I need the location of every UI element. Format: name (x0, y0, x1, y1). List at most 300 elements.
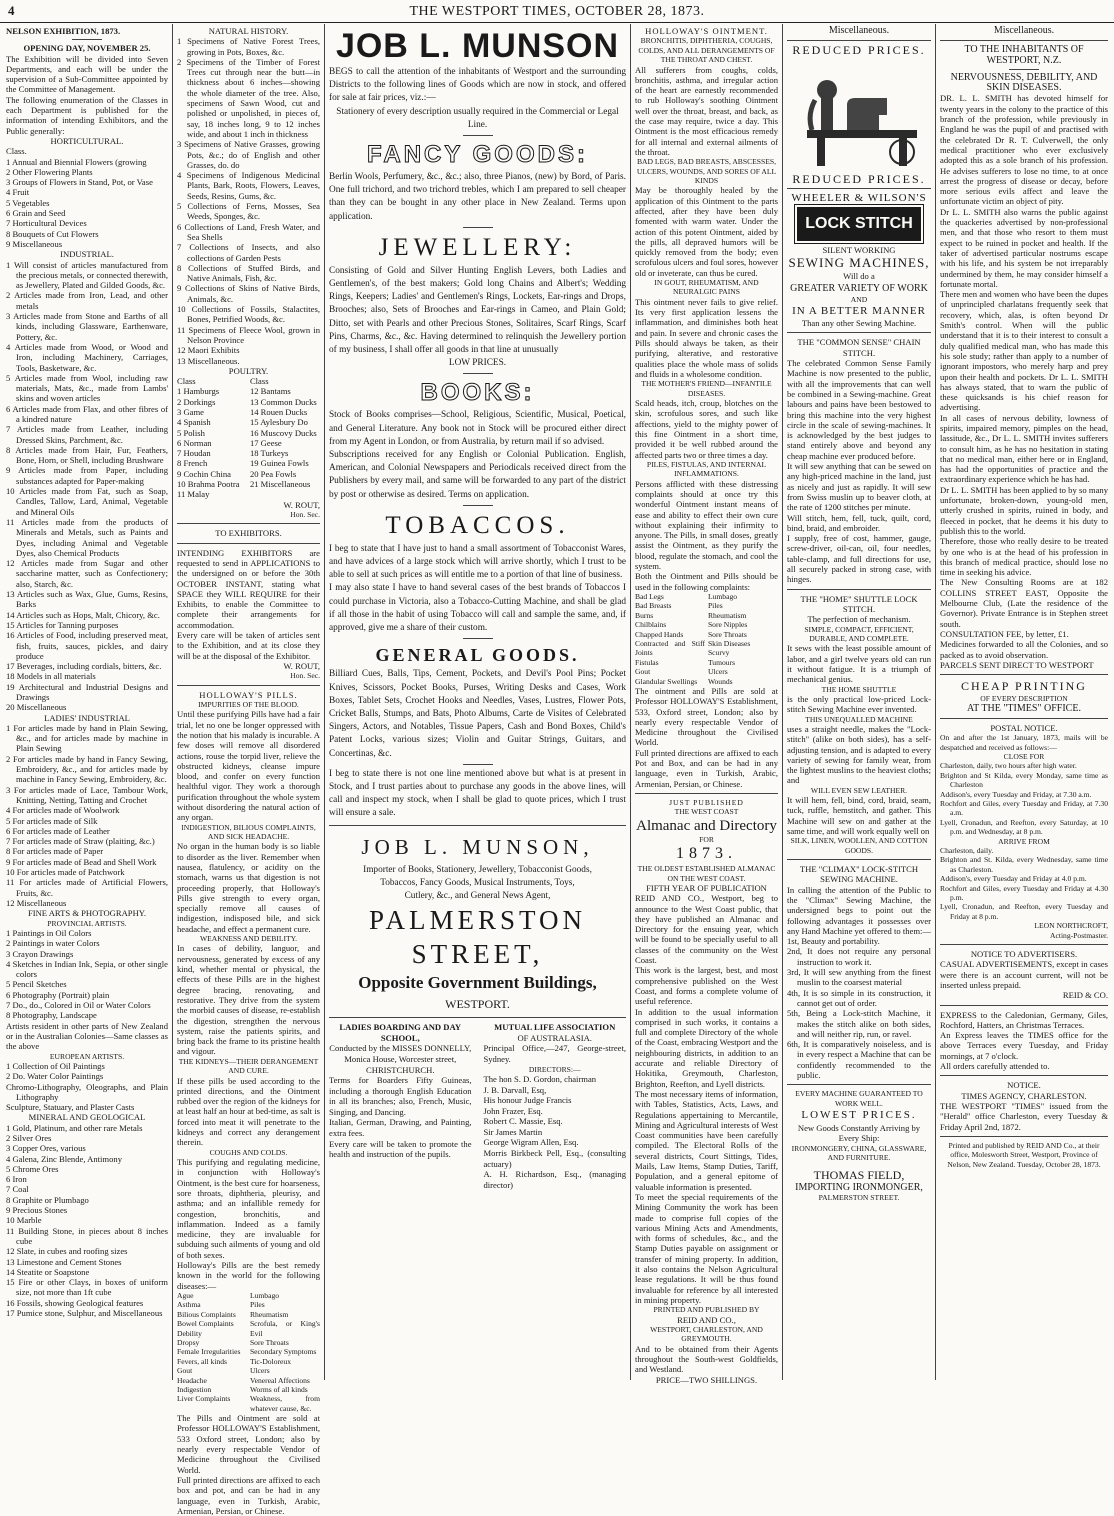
cheap-printing: CHEAP PRINTING (961, 679, 1087, 694)
column-natural-history (177, 26, 320, 1516)
munson-intro: BEGS to call the attention of the inhabitants of Westport and the surrounding Districts to the following lines of Goods which are now in stock, and offered for sale at fair prices, viz.:— (329, 67, 626, 104)
list-item: 11 For articles made of Artificial Flowers, Fruits, &c. (6, 877, 168, 898)
times-agency: TIMES AGENCY, CHARLESTON. (961, 1090, 1087, 1101)
importing-ironmonger: IMPORTING IRONMONGER, (795, 1181, 923, 1193)
westport-label: WESTPORT. (445, 997, 510, 1012)
imprint: Printed and published by REID AND Co., at their office, Molesworth Street, Westport, Province of Nelson, New Zealand. Tuesday, October 28, 1873. (947, 1140, 1101, 1169)
list-item: 5 Pencil Sketches (6, 979, 67, 990)
bottom-ads (329, 1022, 626, 1190)
smith-text-5: Dr L. L. SMITH has been applied to by so many unfortunate, broken-down, young-old men, utterly crushed in spirits, ruined in body, and fleeced in pocket, that he deems it his duty to publish this to the world. (940, 484, 1108, 536)
list-item: Sir James Martin (483, 1126, 543, 1137)
list-item: 7 Articles made from Leather, including Dressed Skins, Parchment, &c. (6, 424, 168, 445)
ladies-school-text-2: Italian, German, Drawing, and Painting, extra fees. (329, 1117, 472, 1139)
section-natural-history: NATURAL HISTORY. (208, 26, 289, 36)
list-item: Tic-Doloreux (249, 1356, 291, 1366)
ointment-text-4: Scald heads, itch, croup, blotches on the skin, scrofulous sores, and such like affections, yield to the mighty power of this fine Ointment in a short time, provided it be well rubbed around the affected parts two or three times a day. (635, 398, 778, 460)
lowest-prices: LOWEST PRICES. (801, 1109, 917, 1122)
common-sense-title: THE "COMMON SENSE" CHAIN STITCH. (797, 337, 921, 358)
subhead-bronchitis: BRONCHITIS, DIPHTHERIA, COUGHS, COLDS, AND ALL DERANGEMENTS OF THE THROAT AND CHEST. (638, 36, 775, 65)
list-item: 2 Do. Water Color Paintings (6, 1071, 104, 1082)
holloway-ointment-title: HOLLOWAY'S OINTMENT. (645, 26, 768, 36)
list-item: 3rd, It will sew anything from the finest muslin to the coarsest material (787, 967, 931, 988)
weakness-text: In cases of debility, languor, and nervousness, generated by excess of any kind, whether mental or physical, the effects of these Pills are in the highest degree bracing, renovating, and restorative. They drive from the system the morbid causes of disease, re-establish the digestion, strengthen the nervous system, raise the patients spirits, and bring back the frame to its pristine health and vigour. (177, 943, 320, 1057)
list-item: 6 Iron (6, 1174, 27, 1185)
home-text-3: uses a straight needle, makes the "Lock-stitch" (alike on both sides), has a self-adjusting tension, and is adapted to every variety of sewing for family wear, from the lightest muslins to the heaviest cloths; and (787, 723, 931, 786)
list-item: 8 Photography, Landscape (6, 1010, 97, 1021)
ladies-school-title: LADIES BOARDING AND DAY SCHOOL, (339, 1022, 462, 1043)
list-item: Sore Throats (249, 1337, 289, 1347)
provincial-artists: PROVINCIAL ARTISTS. (47, 918, 127, 928)
list-item: 13 Articles such as Wax, Glue, Gums, Resins, Barks (6, 589, 168, 610)
signature-title: Hon. Sec. (290, 509, 320, 519)
list-item: Brighton and St Kilda, every Monday, same time as Charleston (940, 770, 1108, 790)
postal-close-list (940, 761, 1108, 836)
books-title: BOOKS: (420, 379, 535, 407)
ladies-school-text: Terms for Boarders Fifty Guineas, including a thorough English Education in all its branches; also, French, Music, Singing, and Dancing. (329, 1075, 472, 1117)
to-exhibitors-title: TO EXHIBITORS. (215, 528, 282, 539)
list-item: 2 Specimens of the Timber of Forest Trees cut through near the butt—in thickness about 6 inches—showing the whole diameter of the tree. Also, specimens of Sawn Wood, cut and polished or unpolished, in pieces of, say, 18 inches long, 9 to 12 inches wide, and about 1 inch in thickness (177, 56, 320, 139)
famous-text: Holloway's Pills are the best remedy known in the world for the following diseases:— (177, 1260, 320, 1291)
list-item: 6 Photography (Portrait) plain (6, 989, 110, 1000)
exhibitors-text: INTENDING EXHIBITORS are requested to send in APPLICATIONS to the undersigned on or before the 30th OCTOBER INSTANT, stating what SPACE they WILL REQUIRE for their Exhibits, to enable the Committee to complete their arrangements for accommodation. (177, 547, 320, 630)
list-item: 3 Copper Ores, various (6, 1143, 86, 1154)
list-item: 7 Coal (6, 1184, 29, 1195)
list-item: Liver Complaints (177, 1394, 231, 1404)
list-item: 15 Aylesbury Do (249, 417, 308, 428)
nervousness-title: NERVOUSNESS, DEBILITY, AND SKIN DISEASES. (950, 71, 1098, 94)
list-item: Rheumatism (249, 1309, 289, 1319)
list-item: 9 Cochin China (177, 468, 231, 479)
closing-text: I beg to state there is not one line mentioned above but what is at present in Stock, and I trust parties about to purchase any goods in the above lines, will call and inspect my stock, when I shall be glad to quote prices, which I trust will ensure a sale. (329, 768, 626, 819)
munson-title-2: JOB L. MUNSON, (361, 834, 594, 859)
reid-signature: REID & CO. (1062, 990, 1108, 1001)
smith-text-2: Dr L. L. SMITH also warns the public against the quackeries advertised by non-professional men, and that those who resort to them must expect to be ruined in pocket and health. If the taker of advertised particular nostrums escape with his life, and his system be not irreparably undermined by them, he may consider himself a fortunate mortal. (940, 206, 1108, 289)
general-goods-text: Billiard Cues, Balls, Tips, Cement, Pockets, and Devil's Pool Pins; Pocket Knives, Scissors, Pocket Books, Purses, Writing Desks and Cases, Work Boxes, Tablet Sets, Crochet Hooks and Needles, Vases, Lustres, Flower Pots, Cricket Balls, Stumps, and Bats, Photo Albums, Carte de Visites of Celebrated Singers, Actors, and Notables, Tissue Papers, Cash and Bond Boxes, Child's Patent Locks, various sizes; Violin and Guitar Strings, Guitars, and Concertinas, &c. (329, 669, 626, 759)
list-item: A. H. Richardson, Esq., (managing director) (483, 1169, 626, 1190)
list-item: 4 For articles made of Woolwork (6, 805, 120, 816)
fine-arts-list (6, 928, 168, 1021)
books-text-2: Subscriptions received for any English or Colonial Publication. English, American, and Colonial Newspapers and Periodicals received direct from the Publishers by every mail, and same will be forwarded to any part of the district by post or otherwise as desired. Terms on application. (329, 450, 626, 500)
list-item: 20 Miscellaneous (6, 702, 67, 713)
smith-text-4: In all cases of nervous debility, lowness of spirits, impaired memory, pimples on the head, lassitude, &c., Dr L. L. SMITH invites sufferers to consult him, as he has no hesitation in stating that no medical man, either here or in England, has had the opportunities of practice and the extraordinary experience which he has had. (940, 412, 1108, 485)
ordered-text: And to be obtained from their Agents throughout the South-west Goldfields, and Westland. (635, 1343, 778, 1375)
list-item: 12 Bantams (249, 386, 291, 397)
subhead-gout: IN GOUT, RHEUMATISM, AND NEURALGIC PAINS (654, 278, 759, 297)
jewellery-text: Consisting of Gold and Silver Hunting English Levers, both Ladies and Gentlemen's, of the best makers; Gold long Chains and Albert's; Wedding Rings, Keepers; Ladies' and Gentlemen's Rings, Lockets, Ear-rings and Drops, Brooches; also, Sets of Brooches and Ear-rings in Cameo, and Plain Gold; Ditto, set with Pearls and other Precious Stones, Solitaires, Scarf Rings, Scarf Pins, Charms, &c., &c. Having determined to relinquish the Jewellery portion of my business, I shall offer all goods in that line at unusually (329, 265, 626, 356)
list-item: Weakness, from whatever cause, &c. (249, 1394, 320, 1413)
smith-text-3: There men and women who have been the dupes of unprincipled charlatans frequently seek that recovery, which, alas, is often beyond Dr Smith's control. When will the public understand that it is to their interest to consult a duly qualified medical man, who has made this his sole study; rather than apply to a number of ignorant impostors, who merely harp and prey upon their health and pockets. Dr L. L. SMITH has always stated, that to warn the public of these quicksands is his chief reason for advertising. (940, 289, 1108, 413)
list-item: 15 Articles for Tanning purposes (6, 619, 119, 630)
ointment-directions: Full printed directions are affixed to each Pot and Box, and can be had in any language, even in Turkish, Arabic, Armenian, Persian, or Chinese. (635, 747, 778, 789)
list-item: Wounds (707, 676, 733, 686)
list-item: 10 Articles made from Fat, such as Soap, Candles, Tallow, Lard, Animal, Vegetable and Mineral Oils (6, 486, 168, 517)
list-item: 3 For articles made of Lace, Tambour Work, Knitting, Netting, Tatting and Crochet (6, 784, 168, 805)
horticultural-list (6, 157, 168, 250)
subhead-bad-legs: BAD LEGS, BAD BREASTS, ABSCESSES, ULCERS, WOUNDS, AND SORES OF ALL KINDS (636, 157, 777, 185)
jewellery-title: JEWELLERY: (378, 233, 577, 261)
list-item: Scurvy (707, 648, 730, 658)
list-item: 18 Models in all materials (6, 671, 96, 682)
list-item: 11 Specimens of Fleece Wool, grown in Nelson Province (177, 324, 320, 345)
list-item: 12 Articles made from Sugar and other saccharine matter, such as Confectionery; also, Starch, &c. (6, 558, 168, 589)
list-item: 3 Groups of Flowers in Stand, Pot, or Vase (6, 177, 153, 188)
section-industrial: INDUSTRIAL. (60, 249, 114, 260)
advantages-list (787, 936, 931, 1080)
list-item: 5 For articles made of Silk (6, 815, 98, 826)
list-item: Class (177, 376, 196, 387)
ointment-text-5: Persons afflicted with these distressing complaints should at once try this wonderful Ointment instant means of ease and ability to effect their own cure without explaining their infirmity to anyone. The Pills, in small doses, greatly assist the Ointment, as they purify the blood, regulate the stomach, and cool the system. (635, 478, 778, 572)
subhead-impurities: IMPURITIES OF THE BLOOD. (198, 699, 299, 709)
sew-leather: WILL EVEN SEW LEATHER. (810, 785, 908, 795)
column-rule (935, 24, 936, 1380)
fifth-year: FIFTH YEAR OF PUBLICATION (646, 883, 767, 893)
poultry-table (177, 376, 320, 500)
parcels-text: PARCELS SENT DIRECT TO WESTPORT (940, 659, 1094, 670)
postal-text: On and after the 1st January, 1873, mails will be despatched and received as follows:— (940, 733, 1108, 752)
list-item: Female Irregularities (177, 1347, 241, 1357)
misc-header-2: Miscellaneous. (993, 25, 1055, 36)
almanac-title: Almanac and Directory (636, 817, 777, 834)
section-poultry: POULTRY. (228, 365, 269, 376)
list-item: 4 Fruit (6, 187, 30, 198)
natural-list (177, 36, 320, 366)
list-item: Piles (249, 1300, 265, 1310)
list-item: Glandular Swellings (635, 676, 698, 686)
will-do: Will do a (843, 271, 875, 282)
list-item: Addison's, every Tuesday and Friday, at 7.30 a.m. (940, 789, 1092, 799)
section-ladies: LADIES' INDUSTRIAL (44, 712, 130, 723)
list-item: 2 For articles made by hand in Fancy Sewing, Embroidery, &c., and for articles made by machine in Fancy Sewing, Embroidery, &c. (6, 753, 168, 785)
list-item: Lumbago (707, 591, 738, 601)
directors-label: DIRECTORS:— (528, 1064, 581, 1074)
reduced-prices-top: REDUCED PRICES. (792, 43, 926, 58)
reid-text: REID AND CO., Westport, beg to announce to the West Coast public, that they have published an Almanac and Directory for the ensuing year, which will be found to be specially useful to all classes of the community on the West Coast. (635, 893, 778, 966)
class-label: Class. (6, 146, 27, 157)
artists-note: Artists resident in other parts of New Zealand or in the Australian Colonies—Same classes as the above (6, 1020, 168, 1052)
munson-title: JOB L. MUNSON (335, 27, 620, 65)
mutual-life-title: MUTUAL LIFE ASSOCIATION (494, 1022, 616, 1033)
close-for: CLOSE FOR (1003, 751, 1045, 761)
perfection: The perfection of mechanism. (807, 614, 911, 625)
mutual-life-subtitle: OF AUSTRALASIA. (517, 1032, 592, 1043)
list-item: 14 Articles such as Hops, Malt, Chicory, &c. (6, 609, 160, 620)
list-item: 18 Turkeys (249, 448, 289, 459)
list-item: Charleston, daily. (940, 845, 994, 855)
complaints-table (635, 592, 778, 686)
list-item: 9 Precious Stones (6, 1205, 68, 1216)
european-artists: EUROPEAN ARTISTS. (49, 1051, 125, 1061)
column-rule (324, 24, 325, 1380)
list-item: Brighton and St. Kilda, every Wednesday, same time as Charleston. (940, 855, 1108, 874)
times-office: AT THE "TIMES" OFFICE. (967, 702, 1081, 714)
postal-arrive-list (940, 846, 1108, 921)
tobaccos-text: I beg to state that I have just to hand a small assortment of Tobacconist Wares, and have advices of a large stock which will arrive shortly, which I trust to be able to sell at such prices as will entitle me to a portion of that line of business. (329, 543, 626, 581)
lock-stitch-banner: LOCK STITCH (797, 207, 921, 241)
list-item: J. B. Darvall, Esq, (483, 1084, 547, 1095)
reduced-prices-bottom: REDUCED PRICES. (792, 171, 926, 186)
reid-text-3: In addition to the usual information comprised in such works, it contains a full and complete Directory of the whole of the Coast, embracing Westport and the neighbouring districts, in addition to an accurate and reliable Directory of Hokitika, Greymouth, Charleston, Brighton, Reefton, and Lyell districts. (635, 1006, 778, 1089)
list-item: 1 Collection of Oil Paintings (6, 1060, 105, 1071)
list-item: Lyell, Cronadun, and Reefton, every Tuesday and Friday at 8 p.m. (940, 902, 1108, 921)
list-item: 10 For articles made of Patchwork (6, 867, 125, 878)
list-item: 7 Horticultural Devices (6, 218, 87, 229)
list-item: 15 Fire or other Clays, in boxes of uniform size, not more than 1ft cube (6, 1277, 168, 1298)
list-item: 9 Collections of Skins of Native Birds, Animals, &c. (177, 283, 320, 304)
subhead-weakness: WEAKNESS AND DEBILITY. (199, 934, 298, 944)
signature-name: W. ROUT, (283, 499, 320, 510)
ironmongery: IRONMONGERY, CHINA, GLASSWARE, AND FURNITURE. (791, 1143, 927, 1163)
list-item: Burns (635, 610, 654, 620)
page-header (0, 0, 1114, 23)
list-item: 6 Grain and Seed (6, 208, 66, 219)
list-item: 3 Crayon Drawings (6, 948, 74, 959)
list-item: 17 Geese (249, 437, 282, 448)
express-text: EXPRESS to the Caledonian, Germany, Giles, Rochford, Hatters, an Christmas Terraces. (940, 1009, 1108, 1030)
list-item: 16 Articles of Food, including preserved meat, fish, fruits, sauces, pickles, and dairy produce (6, 630, 168, 661)
list-item: 2 Paintings in water Colors (6, 938, 100, 949)
and-label: AND (850, 294, 868, 304)
subhead-mothers: THE MOTHER'S FRIEND—INFANTILE DISEASES. (641, 379, 772, 398)
list-item: 6 Norman (177, 437, 212, 448)
places: WESTPORT, CHARLESTON, AND (650, 1324, 763, 1334)
list-item: 6 For articles made of Leather (6, 825, 110, 836)
list-item: 8 Articles made from Hair, Fur, Feathers, Bone, Horn, or Shell, including Brushware (6, 444, 168, 466)
palmerston-street: PALMERSTON STREET, (368, 905, 587, 970)
subhead-coughs: COUGHS AND COLDS. (209, 1147, 288, 1157)
list-item: 13 Miscellaneous. (177, 355, 240, 366)
signature-name-2: W. ROUT, (283, 660, 320, 671)
arrive-from: ARRIVE FROM (998, 836, 1050, 846)
list-item: Rochfort and Giles, every Tuesday and Friday, at 7.30 a.m. (940, 798, 1108, 818)
express-text-3: All orders carefully attended to. (940, 1061, 1050, 1072)
list-item: 10 Marble (6, 1215, 42, 1226)
home-text: It sews with the least possible amount of labor, and a girl twelve years old can run it without fatigue. It is a triumph of mechanical genius. (787, 643, 931, 685)
subhead-piles: PILES, FISTULAS, AND INTERNAL INFLAMMATIONS. (646, 459, 767, 479)
list-item: John Frazer, Esq. (483, 1105, 543, 1116)
wheeler-wilson: WHEELER & WILSON'S (791, 191, 927, 204)
list-item: 1 Gold, Platinum, and other rare Metals (6, 1122, 143, 1133)
palmerston-street-small: PALMERSTON STREET. (818, 1192, 900, 1202)
column-rule (782, 24, 783, 1380)
home-shuttle-title: THE "HOME" SHUTTLE LOCK STITCH. (800, 593, 918, 614)
opposite-government: Opposite Government Buildings, (358, 973, 597, 993)
page-number: 4 (8, 3, 15, 18)
munson-stationery: Stationery of every description usually required in the Commercial or Legal Line. (336, 106, 619, 130)
list-item: 1 Hamburgs (177, 386, 220, 397)
than-any: Than any other Sewing Machine. (801, 318, 917, 329)
almanac-price: PRICE—TWO SHILLINGS. (655, 1374, 758, 1385)
list-item: 11 Building Stone, in pieces about 8 inches cube (6, 1225, 168, 1246)
list-item: 7 Collections of Insects, and also collections of Garden Pests (177, 242, 320, 263)
exhibition-title: NELSON EXHIBITION, 1873. (6, 26, 121, 36)
consultation-fee: CONSULTATION FEE, by letter, £1. (940, 628, 1069, 639)
notice-title: NOTICE. (1007, 1080, 1041, 1091)
list-item: 3 Game (177, 406, 204, 417)
reid-co: REID AND CO., (677, 1314, 736, 1325)
list-item: 11 Malay (177, 489, 210, 500)
for-label: FOR (699, 834, 714, 844)
list-item: Class (249, 376, 269, 387)
list-item: 6th, It is comparatively noiseless, and is in every respect a Machine that can be confidently recommended to the public. (787, 1039, 931, 1081)
list-item: 4 Spanish (177, 417, 211, 428)
home-text-2: is the only practical low-priced Lock-stitch Sewing Machine ever invented. (787, 693, 931, 715)
column-exhibition (6, 26, 168, 1378)
list-item: 9 Miscellaneous (6, 238, 63, 249)
silent-working: SILENT WORKING (822, 245, 896, 256)
section-horticultural: HORTICULTURAL. (50, 135, 124, 146)
list-item: Chromo-Lithography, Oleographs, and Plain Lithography (6, 1081, 168, 1102)
subhead-kidneys: THE KIDNEYS—THEIR DERANGEMENT AND CURE. (178, 1056, 319, 1076)
mutual-life-ad (483, 1022, 626, 1190)
mutual-life-office: Principal Office,—247, George-street, Sydney. (483, 1043, 626, 1064)
list-item: 4 Galena, Zinc Blende, Antimony (6, 1153, 122, 1164)
holloway-text: Until these purifying Pills have had a fair trial, let no one be longer oppressed with the notion that his malady is incurable. A few doses will remove all disordered actions, rouse the torpid liver, relieve the obstructed kidneys, cleanse impure blood, and confer on every function healthful vigor. They work a thorough purification throughout the whole system without disordering the natural action of any organ. (177, 709, 320, 823)
list-item: 7 Do., do., Colored in Oil or Water Colors (6, 1000, 151, 1011)
list-item: Tumours (707, 657, 736, 667)
unequalled: THIS UNEQUALLED MACHINE (805, 714, 913, 724)
list-item: 5 Collections of Ferns, Mosses, Sea Weeds, Sponges, &c. (177, 201, 320, 222)
list-item: 8 French (177, 458, 208, 469)
reid-text-4: The most necessary items of information, with Tables, Statistics, Acts, Laws, and Regulations appertaining to Mercantile, Mining and Agricultural interests of West Coast communities have been carefully compiled. The Electoral Rolls of the several districts, Court Sittings, Tides, Mails, Law Items, Stamp Duties, Tariff, Population, and a general epitome of valuable information is presented. (635, 1088, 778, 1192)
indigestion-text: No organ in the human body is so liable to disorder as the liver. Remember when nausea, flatulency, or acidity on the stomach, warns us that digestion is not proceeding properly, that Holloway's Pills give strength to every organ, specially remove all causes of indigestion, indisposed bile, and sick headache, and effect a permanent cure. (177, 841, 320, 934)
list-item: 8 Bouquets of Cut Flowers (6, 228, 99, 239)
list-item: Bad Breasts (635, 601, 672, 611)
list-item: 2 Other Flowering Plants (6, 166, 93, 177)
notice-advertisers: NOTICE TO ADVERTISERS. (970, 949, 1078, 960)
west-coast-label: THE WEST COAST (674, 807, 739, 817)
fancy-goods-title: FANCY GOODS: (367, 141, 588, 169)
guaranteed: EVERY MACHINE GUARANTEED TO WORK WELL. (795, 1089, 923, 1108)
medicines-text: Medicines forwarded to all the Colonies, and so packed as to avoid observation. (940, 639, 1108, 660)
ladies-school-text-3: Every care will be taken to promote the health and instruction of the pupils. (329, 1138, 472, 1160)
home-shuttle-sub: THE HOME SHUTTLE (821, 684, 897, 694)
importer-line-2: Tobaccos, Fancy Goods, Musical Instruments, Toys, (380, 877, 575, 888)
signature-title-2: Hon. Sec. (290, 671, 320, 681)
european-list (6, 1061, 168, 1112)
list-item: 2 Articles made from Iron, Lead, and other metals (6, 290, 168, 311)
column-smith (940, 26, 1108, 1378)
list-item: Addison's, every Tuesday and Friday at 4.0 p.m. (940, 874, 1087, 884)
postmaster: Acting-Postmaster. (1049, 930, 1108, 940)
list-item: 12 Slate, in cubes and roofing sizes (6, 1246, 128, 1257)
list-item: Debility (177, 1328, 202, 1338)
list-item: Ulcers (249, 1366, 270, 1376)
pills-sold-text: The Pills and Ointment are sold at Professor HOLLOWAY'S Establishment, 533 Oxford street, London; also by nearly every respectable Vendor of Medicine throughout the Civilised World. (177, 1413, 320, 1475)
importer-line-1: Importer of Books, Stationery, Jewellery, Tobacconist Goods, (363, 864, 592, 875)
list-item: The hon S. D. Gordon, chairman (483, 1073, 597, 1084)
reid-text-5: To meet the special requirements of the Mining Community the work has been made to comprise full copies of the various Mining Acts and Amendments, with forms of schedules, &c., and the Stamp Duties payable on assignment or transfer of mining property. In addition, it also contains the Nelson Agricultural lease regulations. It will be thus found invaluable for reference by all interested in mining property. (635, 1191, 778, 1305)
list-item: Chilblains (635, 620, 667, 630)
climax-text: In calling the attention of the Public to the "Climax" Sewing Machine, the undersigned begs to point out the following advantages it possesses over any Hand Machine yet offered to them:— (787, 884, 931, 936)
list-item: Bilious Complaints (177, 1309, 236, 1319)
list-item: 5 Articles made from Wool, including raw materials, Mats, &c., made from Lambs' skins and woven articles (6, 372, 168, 404)
exhibition-intro-2: The following enumeration of the Classes in each Department is published for the information of intending Exhibitors, and the Public generally: (6, 94, 168, 136)
smith-text-6: Therefore, those who really desire to be treated by one who is at the head of his profession in this branch of medical practice, should lose no time in seeking his advice. (940, 536, 1108, 578)
list-item: Fevers, all kinds (177, 1356, 227, 1366)
list-item: 1 Will consist of articles manufactured from the precious metals, or connected therewith, as Jewellery, Plated and Gilded Goods, &c. (6, 259, 168, 291)
list-item: Gout (177, 1366, 193, 1376)
list-item: Secondary Symptoms (249, 1347, 317, 1357)
list-item: Sore Throats (707, 629, 747, 639)
opening-day: OPENING DAY, NOVEMBER 25. (23, 43, 151, 54)
fancy-goods-text: Berlin Wools, Perfumery, &c., &c.; also, three Pianos, (new) by Bord, of Paris. One full trichord, and two trichord trebles, which I am prepared to sell cheaper than they can be bought in any other place in New Zealand. Terms upon application. (329, 172, 626, 222)
list-item: 5 Vegetables (6, 197, 50, 208)
list-item: 1 Specimens of Native Forest Trees, growing in Pots, Boxes, &c. (177, 36, 320, 57)
list-item: Rheumatism (707, 610, 747, 620)
list-item: 1st, Beauty and portability. (787, 936, 880, 947)
casual-text: CASUAL ADVERTISEMENTS, except in cases were there is an account current, will not be inserted unless prepaid. (940, 959, 1108, 990)
to-inhabitants: TO THE INHABITANTS OF WESTPORT, N.Z. (964, 44, 1084, 66)
list-item: 1 For articles made by hand in Plain Sewing, &c., and for articles made by machine in Plain Sewing (6, 722, 168, 754)
list-item: Lumbago (249, 1290, 280, 1300)
better-manner: IN A BETTER MANNER (792, 305, 926, 318)
list-item: 20 Pea Fowls (249, 468, 297, 479)
books-text: Stock of Books comprises—School, Religious, Scientific, Musical, Poetical, and General Literature. Any book not in Stock will be procured either direct from my Agent in London, or from Australia, by return mail if so advised. (329, 410, 626, 447)
common-text-2: It will sew anything that can be sewed on any high-priced machine in the land, just as nicely and just as rapidly. It will sew from Swiss muslin up to beaver cloth, at the rate of 1200 stitches per minute. (787, 461, 931, 513)
list-item: 13 Common Ducks (249, 396, 317, 407)
list-item: 12 Miscellaneous (6, 897, 67, 908)
list-item: 17 Beverages, including cordials, bitters, &c. (6, 661, 162, 672)
consulting-rooms: The New Consulting Rooms are at 182 COLLINS STREET EAST, Opposite the Melbourne Club, (Late the residence of the Governor). Private Entrance is in Stephen street south. (940, 577, 1108, 629)
list-item: 10 Brahma Pootra (177, 479, 240, 490)
list-item: Scrofula, or King's Evil (249, 1319, 320, 1338)
silk-linen: SILK, LINEN, WOOLLEN, AND COTTON GOODS. (790, 836, 928, 855)
list-item: Bowel Complaints (177, 1319, 234, 1329)
list-item: Ulcers (707, 667, 728, 677)
list-item: 4 Articles made from Wood, or Wood and Iron, including Machinery, Carriages, Tools, Basketware, &c. (6, 341, 168, 373)
list-item: Rochfort and Giles, every Tuesday and Friday at 4.30 p.m. (940, 883, 1108, 903)
list-item: 11 Articles made from the products of Minerals and Metals, such as Paints and Dyes, including Animal and Vegetable Dyes, also Chemical Products (6, 516, 168, 558)
general-goods-title: GENERAL GOODS. (375, 645, 580, 666)
reid-text-2: This work is the largest, best, and most comprehensive published on the West Coast, and forms a complete volume of useful reference. (635, 965, 778, 1007)
ladies-school-house: Monica House, Worcester street, (344, 1053, 457, 1064)
list-item: Headache (177, 1375, 207, 1385)
importer-line-3: Cutlery, &c., and General News Agent, (404, 890, 551, 901)
list-item: Robert C. Massie, Esq. (483, 1116, 563, 1127)
list-item: 4 Specimens of Indigenous Medicinal Plants, Bark, Roots, Flowers, Leaves, Seeds, Resins, Gums, &c. (177, 170, 320, 201)
sewing-machine-illustration (787, 60, 937, 170)
holloway-pills-title: HOLLOWAY'S PILLS. (199, 689, 298, 700)
common-text-3: Will stitch, hem, fell, tuck, quilt, cord, bind, braid, and embroider. (787, 512, 931, 533)
tobaccos-title: TOBACCOS. (385, 511, 570, 539)
ladies-list (6, 723, 168, 908)
list-item: 1 Paintings in Oil Colors (6, 927, 92, 938)
list-item: 3 Specimens of Native Grasses, growing Pots, &c.; do of English and other Grasses, do. do (177, 139, 320, 170)
list-item: 14 Rouen Ducks (249, 406, 308, 417)
postal-notice-title: POSTAL NOTICE. (990, 722, 1058, 733)
greymouth: GREYMOUTH. (681, 1334, 732, 1344)
list-item: His honour Judge Francis (483, 1095, 572, 1106)
both-text: Both the Ointment and Pills should be used in the following complaints: (635, 571, 778, 592)
list-item: Charleston, daily, two hours after high water. (940, 761, 1077, 771)
list-item: 8 For articles made of Paper (6, 846, 104, 857)
list-item: Lyell, Cronadun, and Reefton, every Saturday, at 10 p.m. and Wednesday, at 8 p.m. (940, 817, 1108, 837)
mineral-list (6, 1123, 168, 1319)
ladies-school-ad (329, 1022, 472, 1190)
list-item: 6 Articles made from Flax, and other fibres of a kindred nature (6, 403, 168, 424)
list-item: 5th, Being a Lock-stitch Machine, it makes the stitch alike on both sides, and will neither rip, run, or ravel. (787, 1008, 931, 1039)
thomas-field: THOMAS FIELD, (813, 1167, 905, 1182)
list-item: Ague (177, 1290, 194, 1300)
new-goods: New Goods Constantly Arriving by Every Ship: (797, 1123, 921, 1144)
list-item: 19 Architectural and Industrial Designs and Drawings (6, 681, 168, 702)
list-item: George Wigram Allen, Esq. (483, 1137, 579, 1148)
misc-header: Miscellaneous. (828, 25, 890, 36)
coughs-text: This purifying and regulating medicine, in conjunction with Holloway's Ointment, is the best cure for hoarseness, sore throats, diphtheria, pleurisy, and asthma; and an infallible remedy for congestion, bronchitis, and inflammation. Indeed as a family medicine, they are invaluable for subduing such ailments of young and old of both sexes. (177, 1157, 320, 1260)
list-item: 7 Houdan (177, 448, 211, 459)
list-item: Chapped Hands (635, 629, 684, 639)
list-item: 3 Articles made from Stone and Earths of all kinds, including Glassware, Earthenware, Pottery, &c. (6, 311, 168, 342)
